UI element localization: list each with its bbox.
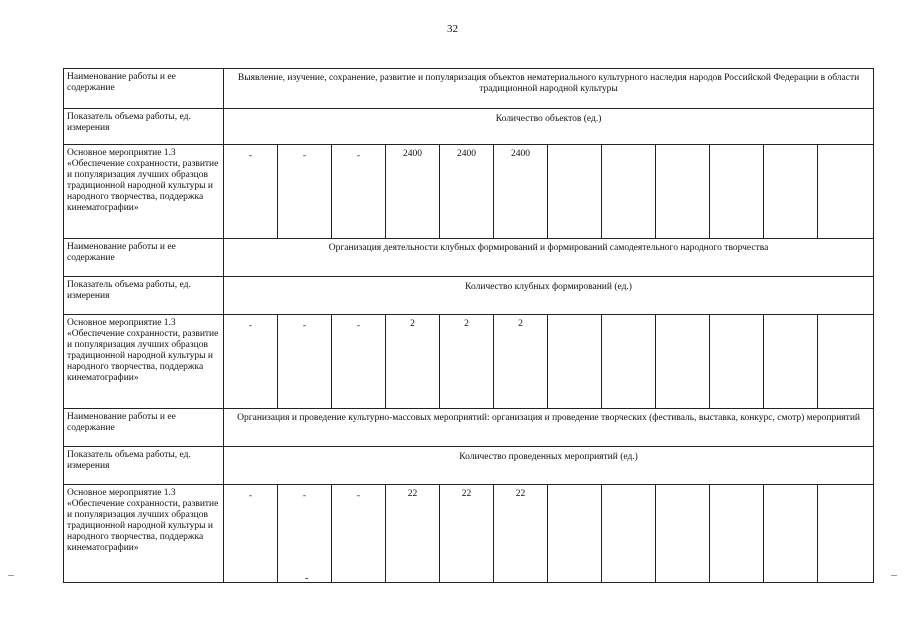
value-cell: 2400 [386, 145, 440, 239]
value-cell [818, 485, 874, 583]
volume-indicator-label: Показатель объема работы, ед. измерения [64, 447, 224, 485]
value-cell: 2 [386, 315, 440, 409]
main-event-row [64, 315, 874, 409]
main-event-row [64, 145, 874, 239]
value-cell: - [332, 315, 386, 409]
value-cell: 22 [440, 485, 494, 583]
value-cell: - [278, 485, 332, 583]
value-cell: 2400 [440, 145, 494, 239]
value-cell [710, 145, 764, 239]
value-cell: - [278, 145, 332, 239]
work-content-cell: Организация деятельности клубных формирований и формирований самодеятельного народного творчества [224, 239, 874, 277]
indicator-cell: Количество проведенных мероприятий (ед.) [224, 447, 874, 485]
work-name-row [64, 239, 874, 277]
value-cell [764, 145, 818, 239]
work-content-cell: Организация и проведение культурно-массовых мероприятий: организация и проведение творческих (фестиваль, выставка, конкурс, смотр) мероприятий [224, 409, 874, 447]
value-cell: 2400 [494, 145, 548, 239]
value-cell [764, 485, 818, 583]
value-cell: - [332, 485, 386, 583]
right-edge-mark [891, 575, 897, 576]
main-event-label: Основное мероприятие 1.3 «Обеспечение сохранности, развитие и популяризация лучших образцов традиционной народной культуры и народного творчества, поддержка кинематографии» [64, 485, 224, 583]
main-event-label: Основное мероприятие 1.3 «Обеспечение сохранности, развитие и популяризация лучших образцов традиционной народной культуры и народного творчества, поддержка кинематографии» [64, 315, 224, 409]
main-event-label: Основное мероприятие 1.3 «Обеспечение сохранности, развитие и популяризация лучших образцов традиционной народной культуры и народного творчества, поддержка кинематографии» [64, 145, 224, 239]
value-cell: 2 [440, 315, 494, 409]
value-cell: - [224, 145, 278, 239]
indicator-row [64, 277, 874, 315]
volume-indicator-label: Показатель объема работы, ед. измерения [64, 277, 224, 315]
value-cell [818, 315, 874, 409]
work-content-cell: Выявление, изучение, сохранение, развитие и популяризация объектов нематериального культурного наследия народов Российской Федерации в области традиционной народной культуры [224, 69, 874, 109]
value-cell: 22 [494, 485, 548, 583]
work-name-row [64, 69, 874, 109]
value-cell: - [332, 145, 386, 239]
indicator-row [64, 447, 874, 485]
value-cell: - [278, 315, 332, 409]
value-cell [602, 485, 656, 583]
work-name-row [64, 409, 874, 447]
value-cell [656, 485, 710, 583]
value-cell [818, 145, 874, 239]
value-cell [710, 485, 764, 583]
main-event-row [64, 485, 874, 583]
value-cell [602, 315, 656, 409]
indicator-cell: Количество клубных формирований (ед.) [224, 277, 874, 315]
work-name-label: Наименование работы и ее содержание [64, 69, 224, 109]
value-cell [548, 485, 602, 583]
value-cell [602, 145, 656, 239]
value-cell [764, 315, 818, 409]
value-cell [548, 145, 602, 239]
value-cell: 22 [386, 485, 440, 583]
page-number: 32 [447, 23, 458, 35]
work-name-label: Наименование работы и ее содержание [64, 409, 224, 447]
value-cell: - [224, 315, 278, 409]
value-cell: 2 [494, 315, 548, 409]
left-edge-mark [8, 575, 14, 576]
stray-dash-mark: - [305, 573, 309, 584]
program-table [63, 68, 874, 583]
indicator-row [64, 109, 874, 145]
volume-indicator-label: Показатель объема работы, ед. измерения [64, 109, 224, 145]
value-cell: - [224, 485, 278, 583]
indicator-cell: Количество объектов (ед.) [224, 109, 874, 145]
value-cell [656, 145, 710, 239]
value-cell [710, 315, 764, 409]
value-cell [656, 315, 710, 409]
value-cell [548, 315, 602, 409]
work-name-label: Наименование работы и ее содержание [64, 239, 224, 277]
